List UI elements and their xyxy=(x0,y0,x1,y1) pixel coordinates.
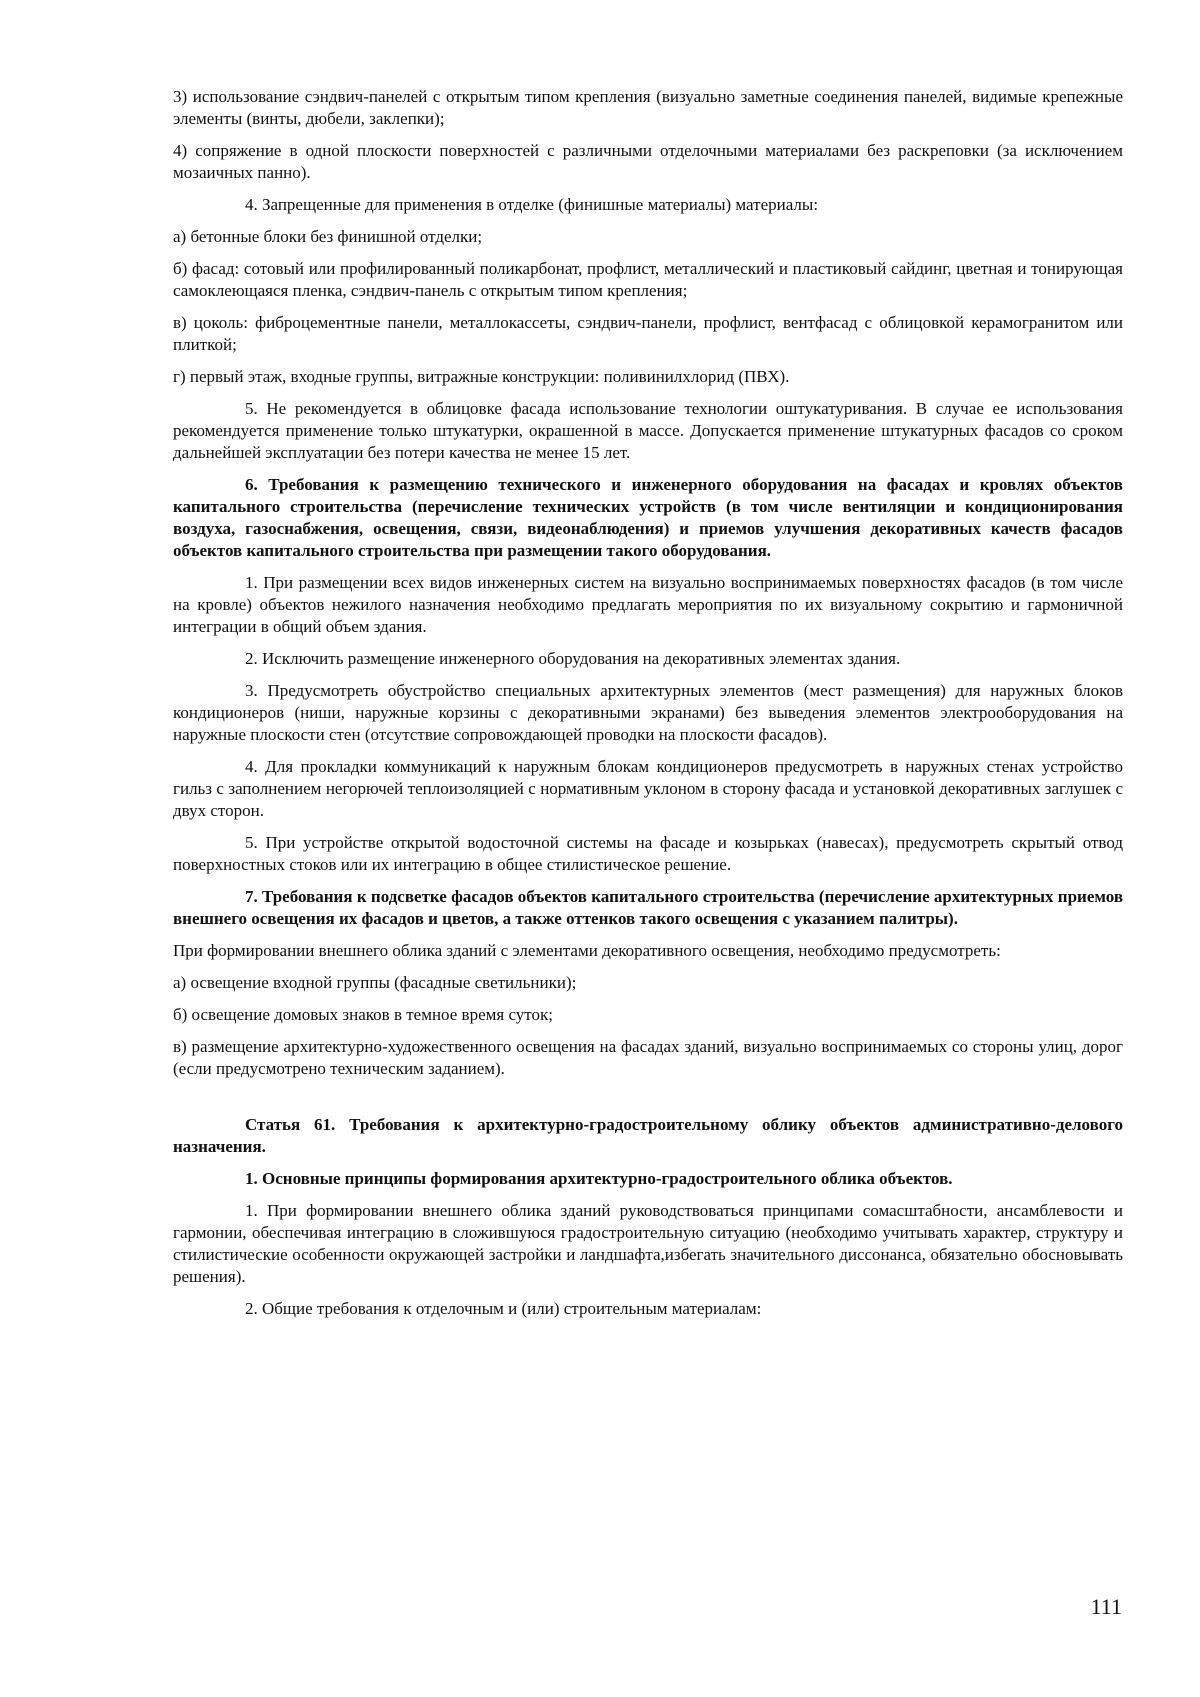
paragraph: а) освещение входной группы (фасадные светильники); xyxy=(173,973,577,992)
paragraph: 2. Общие требования к отделочным и (или) строительным материалам: xyxy=(245,1299,762,1318)
document-body xyxy=(173,86,1123,1330)
paragraph: 1. При размещении всех видов инженерных систем на визуально воспринимаемых поверхностях фасадов (в том числе на кровле) объектов нежилого назначения необходимо предлагать мероприятия по их визуальному сокрытию и гармоничной интеграции в общий объем здания. xyxy=(173,573,1123,636)
paragraph: г) первый этаж, входные группы, витражные конструкции: поливинилхлорид (ПВХ). xyxy=(173,367,790,386)
section-heading: 6. Требования к размещению технического и инженерного оборудования на фасадах и кровлях объектов капитального строительства (перечисление технических устройств (в том числе вентиляции и кондиционирования воздуха, газоснабжения, освещения, связи, видеонаблюдения) и приемов улучшения декоративных качеств фасадов объектов капитального строительства при размещении такого оборудования. xyxy=(173,475,1123,560)
section-heading: 1. Основные принципы формирования архитектурно-градостроительного облика объектов. xyxy=(245,1169,953,1188)
section-heading: 7. Требования к подсветке фасадов объектов капитального строительства (перечисление архитектурных приемов внешнего освещения их фасадов и цветов, а также оттенков такого освещения с указанием палитры). xyxy=(173,887,1123,928)
paragraph: 4. Запрещенные для применения в отделке (финишные материалы) материалы: xyxy=(245,195,819,214)
paragraph: б) освещение домовых знаков в темное время суток; xyxy=(173,1005,553,1024)
paragraph: 4) сопряжение в одной плоскости поверхностей с различными отделочными материалами без раскреповки (за исключением мозаичных панно). xyxy=(173,141,1123,182)
paragraph: 4. Для прокладки коммуникаций к наружным блокам кондиционеров предусмотреть в наружных стенах устройство гильз с заполнением негорючей теплоизоляцией с нормативным уклоном в сторону фасада и установкой декоративных заглушек с двух сторон. xyxy=(173,757,1123,820)
page-number: 111 xyxy=(1090,1594,1122,1619)
paragraph: 5. При устройстве открытой водосточной системы на фасаде и козырьках (навесах), предусмотреть скрытый отвод поверхностных стоков или их интеграцию в общее стилистическое решение. xyxy=(173,833,1123,874)
section-gap xyxy=(173,1090,1123,1114)
paragraph: а) бетонные блоки без финишной отделки; xyxy=(173,227,483,246)
paragraph: 1. При формировании внешнего облика зданий руководствоваться принципами сомасштабности, ансамблевости и гармонии, обеспечивая интеграцию в сложившуюся градостроительную ситуацию (необходимо учитывать характер, структуру и стилистические особенности окружающей застройки и ландшафта,избегать значительного диссонанса, обязательно обосновывать решения). xyxy=(173,1201,1123,1286)
paragraph: 3) использование сэндвич-панелей с открытым типом крепления (визуально заметные соединения панелей, видимые крепежные элементы (винты, дюбели, заклепки); xyxy=(173,87,1123,128)
paragraph: 2. Исключить размещение инженерного оборудования на декоративных элементах здания. xyxy=(245,649,901,668)
paragraph: в) размещение архитектурно-художественного освещения на фасадах зданий, визуально воспринимаемых со стороны улиц, дорог (если предусмотрено техническим заданием). xyxy=(173,1037,1123,1078)
paragraph: б) фасад: сотовый или профилированный поликарбонат, профлист, металлический и пластиковый сайдинг, цветная и тонирующая самоклеющаяся пленка, сэндвич-панель с открытым типом крепления; xyxy=(173,259,1123,300)
paragraph: 3. Предусмотреть обустройство специальных архитектурных элементов (мест размещения) для наружных блоков кондиционеров (ниши, наружные корзины с декоративными экранами) без выведения элементов электрооборудования на наружные плоскости стен (отсутствие сопровождающей проводки на плоскости фасадов). xyxy=(173,681,1123,744)
paragraph: При формировании внешнего облика зданий с элементами декоративного освещения, необходимо предусмотреть: xyxy=(173,941,1001,960)
section-heading: Статья 61. Требования к архитектурно-градостроительному облику объектов административно-делового назначения. xyxy=(173,1115,1123,1156)
paragraph: в) цоколь: фиброцементные панели, металлокассеты, сэндвич-панели, профлист, вентфасад с облицовкой керамогранитом или плиткой; xyxy=(173,313,1123,354)
paragraph: 5. Не рекомендуется в облицовке фасада использование технологии оштукатуривания. В случае ее использования рекомендуется применение только штукатурки, окрашенной в массе. Допускается применение штукатурных фасадов со сроком дальнейшей эксплуатации без потери качества не менее 15 лет. xyxy=(173,399,1123,462)
